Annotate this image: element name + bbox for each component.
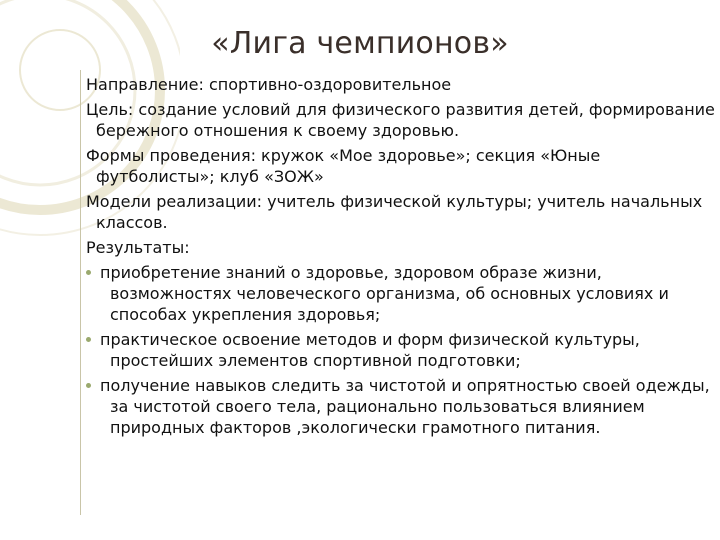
content-body [86,74,716,438]
slide-title: «Лига чемпионов» [211,26,509,61]
goal-text: Цель: создание условий для физического развития детей, формирование бережного отношения к своему здоровью. [86,100,715,140]
direction-text: Направление: спортивно-оздоровительное [86,75,452,94]
results-heading: Результаты: [86,238,190,257]
list-item [86,262,716,325]
models-text: Модели реализации: учитель физической культуры; учитель начальных классов. [86,192,703,232]
list-item-text: практическое освоение методов и форм физической культуры, простейших элементов спортивной подготовки; [100,330,640,370]
list-item [86,329,716,371]
list-item [86,375,716,438]
list-item-text: получение навыков следить за чистотой и опрятностью своей одежды, за чистотой своего тела, рационально пользоваться влиянием природных факторов ,экологически грамотного питания. [100,376,710,437]
list-item-text: приобретение знаний о здоровье, здоровом образе жизни, возможностях человеческого организма, об основных условиях и способах укрепления здоровья; [100,263,669,324]
bullet-icon [86,337,91,342]
accent-divider [80,70,81,515]
forms-text: Формы проведения: кружок «Мое здоровье»; секция «Юные футболисты»; клуб «ЗОЖ» [86,146,601,186]
results-list [86,262,716,438]
bullet-icon [86,383,91,388]
bullet-icon [86,270,91,275]
